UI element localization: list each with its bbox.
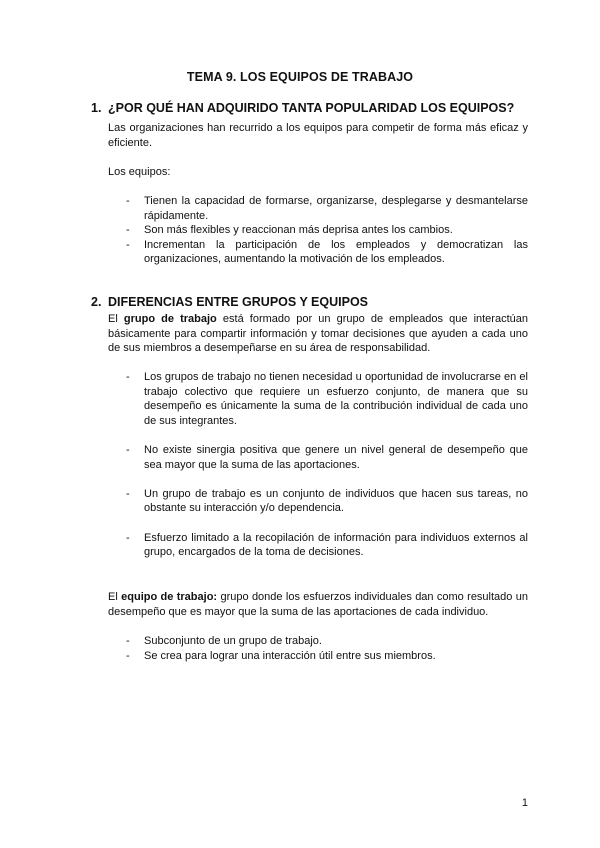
- section-2-heading: [91, 295, 368, 309]
- bullet-dash: -: [126, 224, 130, 237]
- list-item: - Son más flexibles y reaccionan más deprisa antes los cambios.: [126, 224, 453, 237]
- list-item: - Los grupos de trabajo no tienen necesidad u oportunidad de involucrarse en el trabajo colectivo que requiere un esfuerzo conjunto, de manera que su desempeño es únicamente la suma de la contribución individual de cada uno de sus integrantes.: [126, 371, 528, 427]
- section-1-lead: Los equipos:: [108, 166, 171, 178]
- bullet-dash: -: [126, 649, 130, 662]
- section-2-title: DIFERENCIAS ENTRE GRUPOS Y EQUIPOS: [108, 295, 369, 309]
- team-definition-paragraph: El equipo de trabajo: grupo donde los esfuerzos individuales dan como resultado un desempeño que es mayor que la suma de las aportaciones de cada individuo.: [108, 591, 528, 618]
- bullet-dash: -: [126, 195, 130, 207]
- list-item: - Esfuerzo limitado a la recopilación de información para individuos externos al grupo, encargados de la toma de decisiones.: [126, 531, 528, 559]
- group-definition-paragraph: El grupo de trabajo está formado por un grupo de empleados que interactúan básicamente para compartir información y tomar decisiones que ayuden a cada uno de sus miembros a desempeñarse en su área de responsabilidad.: [108, 313, 528, 355]
- list-item: - Subconjunto de un grupo de trabajo.: [126, 635, 322, 647]
- section-1-bullet-list: [108, 194, 528, 267]
- list-item: - Tienen la capacidad de formarse, organizarse, desplegarse y desmantelarse rápidamente.: [126, 195, 528, 222]
- bullet-dash: -: [126, 487, 130, 500]
- section-1-number: 1.: [91, 101, 102, 115]
- list-item: - Se crea para lograr una interacción útil entre sus miembros.: [126, 649, 436, 662]
- list-item: - Incrementan la participación de los empleados y democratizan las organizaciones, aumentando la motivación de los empleados.: [126, 238, 528, 266]
- section-1-title: ¿POR QUÉ HAN ADQUIRIDO TANTA POPULARIDAD LOS EQUIPOS?: [108, 101, 515, 115]
- team-term: equipo de trabajo:: [121, 591, 218, 603]
- page-number: 1: [521, 797, 528, 809]
- bullet-dash: -: [126, 371, 130, 383]
- list-item: - No existe sinergia positiva que genere un nivel general de desempeño que sea mayor que la suma de las aportaciones.: [126, 443, 528, 471]
- group-bullet-list: [108, 370, 528, 574]
- bullet-dash: -: [126, 635, 130, 647]
- bullet-dash: -: [126, 531, 130, 544]
- section-1-intro: Las organizaciones han recurrido a los equipos para competir de forma más eficaz y eficiente.: [108, 122, 528, 149]
- section-1-heading: [91, 101, 514, 115]
- bullet-dash: -: [126, 238, 130, 251]
- team-bullet-list: [108, 634, 528, 663]
- list-item: - Un grupo de trabajo es un conjunto de individuos que hacen sus tareas, no obstante su interacción y/o dependencia.: [126, 487, 528, 515]
- document-title: TEMA 9. LOS EQUIPOS DE TRABAJO: [186, 70, 414, 84]
- bullet-dash: -: [126, 443, 130, 456]
- section-2-number: 2.: [91, 295, 102, 309]
- group-term: grupo de trabajo: [123, 313, 217, 325]
